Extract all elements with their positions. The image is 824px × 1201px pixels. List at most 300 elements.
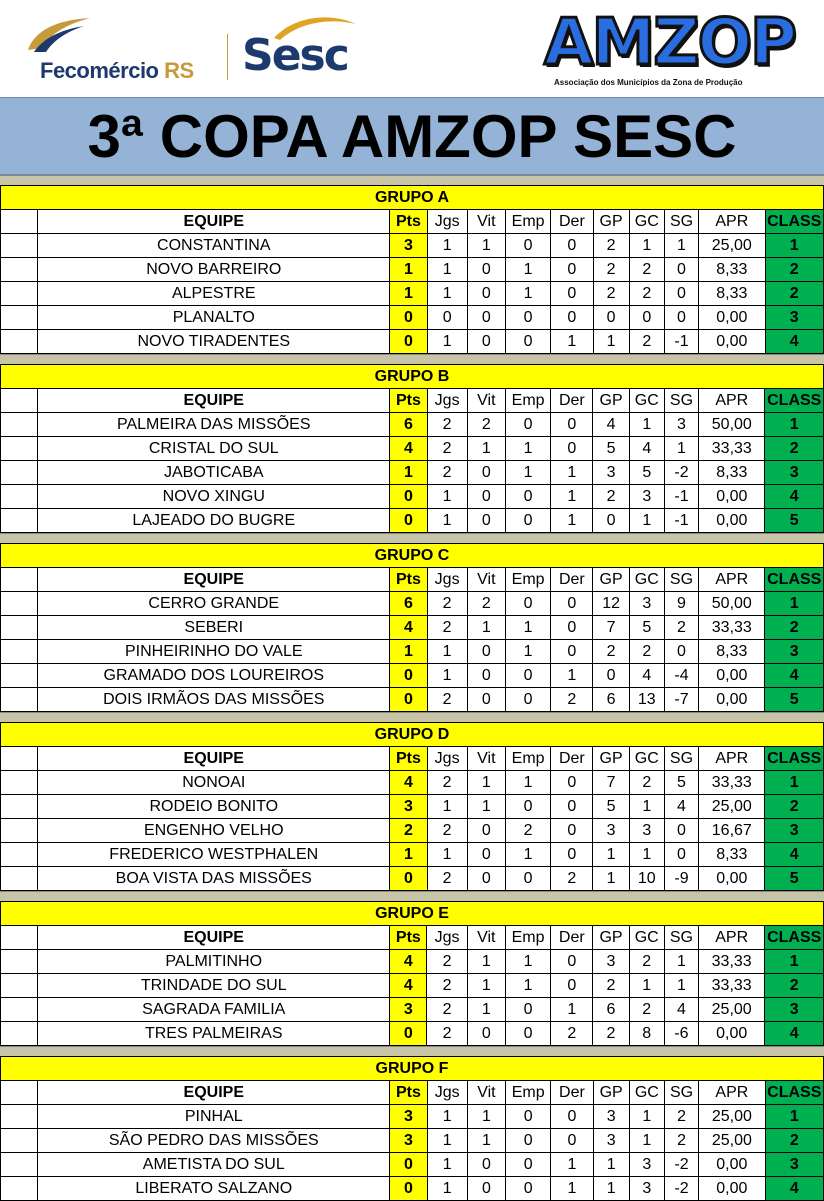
blank-cell	[1, 950, 38, 974]
blank-cell	[1, 843, 38, 867]
cell-pts: 6	[390, 592, 427, 616]
header-gp: GP	[593, 568, 629, 592]
table-row	[1, 592, 824, 616]
cell-sg: 0	[664, 282, 698, 306]
header-equipe: EQUIPE	[38, 389, 390, 413]
cell-vit: 0	[467, 1022, 505, 1046]
cell-jgs: 2	[427, 1022, 467, 1046]
cell-der: 0	[551, 1129, 593, 1153]
cell-cls: 3	[765, 306, 824, 330]
table-row	[1, 509, 824, 533]
header-emp: Emp	[505, 747, 550, 771]
team-name: TRES PALMEIRAS	[38, 1022, 390, 1046]
table-row	[1, 688, 824, 712]
group-separator	[0, 712, 824, 722]
cell-cls: 2	[765, 795, 824, 819]
cell-emp: 0	[505, 688, 550, 712]
cell-cls: 4	[765, 485, 824, 509]
cell-gp: 0	[593, 306, 629, 330]
cell-vit: 1	[467, 974, 505, 998]
header-jgs: Jgs	[427, 926, 467, 950]
table-row	[1, 616, 824, 640]
header-gc: GC	[629, 747, 664, 771]
cell-gp: 7	[593, 616, 629, 640]
cell-gp: 2	[593, 282, 629, 306]
cell-gc: 1	[629, 1129, 664, 1153]
header-sg: SG	[664, 747, 698, 771]
cell-vit: 1	[467, 1129, 505, 1153]
header-pts: Pts	[390, 210, 427, 234]
cell-pts: 0	[390, 509, 427, 533]
cell-gc: 2	[629, 771, 664, 795]
blank-cell	[1, 819, 38, 843]
cell-apr: 0,00	[699, 1153, 765, 1177]
cell-cls: 3	[765, 1153, 823, 1177]
blank-cell	[1, 1022, 38, 1046]
header-jgs: Jgs	[427, 747, 467, 771]
fecomercio-wing-icon	[24, 14, 94, 54]
cell-der: 1	[551, 330, 593, 354]
table-row	[1, 258, 824, 282]
header-gp: GP	[593, 1081, 629, 1105]
cell-vit: 0	[467, 509, 505, 533]
cell-apr: 25,00	[699, 1105, 765, 1129]
cell-sg: 0	[664, 258, 698, 282]
blank-cell	[1, 998, 38, 1022]
cell-jgs: 2	[427, 461, 467, 485]
cell-gc: 2	[629, 282, 664, 306]
header-gc: GC	[629, 568, 664, 592]
table-row	[1, 306, 824, 330]
cell-cls: 1	[765, 950, 824, 974]
group-title: GRUPO E	[1, 902, 824, 926]
column-header-row	[1, 568, 824, 592]
blank-cell	[1, 688, 38, 712]
cell-vit: 1	[467, 998, 505, 1022]
team-name: BOA VISTA DAS MISSÕES	[38, 867, 390, 891]
header-apr: APR	[699, 747, 765, 771]
cell-cls: 2	[765, 1129, 823, 1153]
cell-apr: 0,00	[699, 1177, 765, 1201]
group-title: GRUPO C	[1, 544, 824, 568]
cell-jgs: 1	[427, 843, 467, 867]
header-apr: APR	[699, 568, 765, 592]
cell-emp: 0	[506, 1129, 551, 1153]
cell-cls: 4	[765, 330, 824, 354]
cell-gp: 1	[593, 867, 629, 891]
cell-sg: 4	[664, 795, 698, 819]
cell-sg: 4	[664, 998, 698, 1022]
cell-gp: 3	[593, 950, 629, 974]
cell-sg: -2	[664, 461, 698, 485]
cell-vit: 0	[467, 330, 505, 354]
cell-gp: 3	[593, 1129, 629, 1153]
cell-pts: 0	[390, 330, 427, 354]
cell-sg: -6	[664, 1022, 698, 1046]
blank-cell	[1, 795, 38, 819]
team-name: CONSTANTINA	[38, 234, 390, 258]
blank-cell	[1, 461, 38, 485]
cell-gc: 3	[629, 819, 664, 843]
group-table	[0, 901, 824, 1046]
blank-cell	[1, 592, 38, 616]
header-gp: GP	[593, 389, 629, 413]
cell-emp: 0	[505, 485, 550, 509]
cell-der: 0	[551, 974, 593, 998]
header-apr: APR	[699, 1081, 765, 1105]
cell-der: 0	[551, 795, 593, 819]
group-separator	[0, 175, 824, 185]
cell-der: 0	[551, 616, 593, 640]
cell-jgs: 1	[427, 258, 467, 282]
cell-apr: 25,00	[699, 998, 765, 1022]
table-row	[1, 485, 824, 509]
cell-vit: 1	[467, 950, 505, 974]
cell-gc: 2	[629, 998, 664, 1022]
header-sg: SG	[664, 926, 698, 950]
cell-sg: -2	[664, 1177, 698, 1201]
cell-vit: 0	[467, 640, 505, 664]
cell-vit: 1	[467, 616, 505, 640]
header-class: CLASS	[765, 568, 824, 592]
cell-emp: 0	[506, 1153, 551, 1177]
cell-vit: 2	[467, 592, 505, 616]
cell-sg: 9	[664, 592, 698, 616]
cell-vit: 1	[467, 234, 505, 258]
cell-apr: 8,33	[699, 640, 765, 664]
table-row	[1, 998, 824, 1022]
blank-cell	[1, 640, 38, 664]
cell-gp: 5	[593, 795, 629, 819]
cell-sg: 1	[664, 950, 698, 974]
title-band	[0, 97, 824, 175]
blank-cell	[1, 485, 38, 509]
cell-apr: 50,00	[699, 592, 765, 616]
team-name: TRINDADE DO SUL	[38, 974, 390, 998]
amzop-logo	[544, 6, 795, 94]
team-name: SAGRADA FAMILIA	[38, 998, 390, 1022]
cell-vit: 0	[467, 306, 505, 330]
header-gp: GP	[593, 747, 629, 771]
cell-gc: 2	[629, 258, 664, 282]
cell-cls: 1	[765, 1105, 823, 1129]
cell-gc: 1	[629, 974, 664, 998]
header-class: CLASS	[765, 747, 824, 771]
cell-emp: 2	[505, 819, 550, 843]
team-name: LIBERATO SALZANO	[38, 1177, 390, 1201]
blank-cell	[1, 413, 38, 437]
cell-sg: -2	[664, 1153, 698, 1177]
cell-jgs: 0	[427, 306, 467, 330]
cell-vit: 1	[467, 437, 505, 461]
table-row	[1, 1105, 824, 1129]
cell-apr: 33,33	[699, 616, 765, 640]
cell-pts: 0	[390, 1177, 427, 1201]
cell-jgs: 2	[427, 413, 467, 437]
cell-gp: 6	[593, 998, 629, 1022]
cell-apr: 33,33	[699, 950, 765, 974]
cell-gp: 4	[593, 413, 629, 437]
cell-pts: 0	[390, 306, 427, 330]
cell-vit: 0	[467, 843, 505, 867]
cell-pts: 3	[390, 998, 427, 1022]
group-separator	[0, 891, 824, 901]
cell-jgs: 2	[427, 867, 467, 891]
blank-cell	[1, 1153, 38, 1177]
logo-divider	[227, 34, 228, 80]
cell-emp: 0	[505, 592, 550, 616]
blank-cell	[1, 437, 38, 461]
blank-cell	[1, 306, 38, 330]
group-title-row	[1, 1057, 824, 1081]
cell-der: 0	[551, 234, 593, 258]
table-row	[1, 234, 824, 258]
table-row	[1, 1153, 824, 1177]
group-table	[0, 1056, 824, 1201]
cell-gc: 1	[629, 795, 664, 819]
cell-gp: 1	[593, 843, 629, 867]
cell-vit: 0	[467, 258, 505, 282]
cell-jgs: 1	[427, 664, 467, 688]
cell-gp: 2	[593, 258, 629, 282]
header-der: Der	[551, 747, 593, 771]
cell-gc: 3	[629, 592, 664, 616]
blank-cell	[1, 234, 38, 258]
cell-gp: 1	[593, 1177, 629, 1201]
cell-pts: 1	[390, 461, 427, 485]
header-emp: Emp	[505, 926, 550, 950]
header-sg: SG	[664, 1081, 698, 1105]
cell-jgs: 2	[427, 437, 467, 461]
cell-jgs: 2	[427, 688, 467, 712]
cell-pts: 4	[390, 437, 427, 461]
cell-gp: 2	[593, 485, 629, 509]
cell-pts: 6	[390, 413, 427, 437]
cell-jgs: 2	[427, 998, 467, 1022]
column-header-row	[1, 1081, 824, 1105]
groups-container	[0, 175, 824, 1201]
header-gc: GC	[629, 1081, 664, 1105]
header-apr: APR	[699, 210, 765, 234]
column-header-row	[1, 926, 824, 950]
blank-cell	[1, 867, 38, 891]
cell-vit: 0	[467, 664, 505, 688]
team-name: LAJEADO DO BUGRE	[38, 509, 390, 533]
team-name: ALPESTRE	[38, 282, 390, 306]
header-emp: Emp	[505, 389, 550, 413]
cell-gc: 3	[629, 1177, 664, 1201]
cell-vit: 0	[467, 688, 505, 712]
cell-gp: 0	[593, 664, 629, 688]
header-sg: SG	[664, 389, 698, 413]
cell-cls: 1	[765, 771, 824, 795]
blank-cell	[1, 1105, 38, 1129]
cell-vit: 1	[467, 1105, 505, 1129]
cell-gp: 0	[593, 509, 629, 533]
header-emp: Emp	[505, 210, 550, 234]
cell-sg: -7	[664, 688, 698, 712]
group-table	[0, 722, 824, 891]
cell-apr: 0,00	[699, 688, 765, 712]
cell-cls: 5	[765, 688, 824, 712]
header-vit: Vit	[467, 1081, 505, 1105]
cell-der: 0	[551, 306, 593, 330]
team-name: GRAMADO DOS LOUREIROS	[38, 664, 390, 688]
team-name: ENGENHO VELHO	[38, 819, 390, 843]
header-vit: Vit	[467, 747, 505, 771]
cell-cls: 3	[765, 461, 824, 485]
table-row	[1, 413, 824, 437]
cell-der: 0	[551, 592, 593, 616]
cell-jgs: 1	[427, 1177, 467, 1201]
cell-gc: 3	[629, 485, 664, 509]
group-title: GRUPO F	[1, 1057, 824, 1081]
cell-gc: 1	[629, 1105, 664, 1129]
header-equipe: EQUIPE	[38, 568, 390, 592]
cell-gc: 1	[629, 413, 664, 437]
cell-jgs: 1	[427, 1153, 467, 1177]
cell-gp: 3	[593, 1105, 629, 1129]
cell-cls: 4	[765, 1022, 824, 1046]
cell-cls: 3	[765, 640, 824, 664]
cell-der: 0	[551, 640, 593, 664]
cell-gc: 13	[629, 688, 664, 712]
cell-pts: 1	[390, 258, 427, 282]
cell-pts: 0	[390, 867, 427, 891]
cell-cls: 1	[765, 234, 824, 258]
cell-apr: 0,00	[699, 1022, 765, 1046]
cell-cls: 4	[765, 843, 824, 867]
cell-pts: 4	[390, 616, 427, 640]
cell-cls: 2	[765, 974, 824, 998]
amzop-wordmark: AMZOP	[544, 6, 795, 80]
header-equipe: EQUIPE	[38, 1081, 390, 1105]
cell-emp: 1	[505, 974, 550, 998]
cell-der: 0	[551, 413, 593, 437]
sesc-wordmark: Sesc	[242, 30, 348, 81]
cell-emp: 0	[505, 998, 550, 1022]
cell-gc: 8	[629, 1022, 664, 1046]
cell-apr: 0,00	[699, 330, 765, 354]
blank-cell	[1, 330, 38, 354]
cell-emp: 0	[506, 1177, 551, 1201]
header-gc: GC	[629, 210, 664, 234]
cell-emp: 1	[505, 843, 550, 867]
cell-apr: 0,00	[699, 485, 765, 509]
header-vit: Vit	[467, 926, 505, 950]
cell-sg: 1	[664, 437, 698, 461]
cell-gp: 2	[593, 1022, 629, 1046]
cell-sg: 5	[664, 771, 698, 795]
table-row	[1, 974, 824, 998]
cell-gc: 0	[629, 306, 664, 330]
cell-der: 0	[551, 437, 593, 461]
team-name: SÃO PEDRO DAS MISSÕES	[38, 1129, 390, 1153]
team-name: SEBERI	[38, 616, 390, 640]
cell-der: 0	[551, 843, 593, 867]
cell-emp: 1	[505, 771, 550, 795]
cell-emp: 1	[505, 950, 550, 974]
cell-jgs: 2	[427, 616, 467, 640]
cell-der: 1	[551, 461, 593, 485]
header-class: CLASS	[765, 210, 824, 234]
cell-emp: 1	[505, 282, 550, 306]
header-pts: Pts	[390, 389, 427, 413]
cell-der: 0	[551, 282, 593, 306]
cell-gp: 3	[593, 819, 629, 843]
cell-apr: 33,33	[699, 771, 765, 795]
blank-cell	[1, 664, 38, 688]
cell-sg: -1	[664, 485, 698, 509]
cell-gc: 1	[629, 234, 664, 258]
blank-cell	[1, 771, 38, 795]
header-sg: SG	[664, 568, 698, 592]
cell-apr: 0,00	[699, 867, 765, 891]
team-name: NONOAI	[38, 771, 390, 795]
cell-cls: 3	[765, 819, 824, 843]
cell-gc: 5	[629, 461, 664, 485]
cell-sg: 2	[664, 616, 698, 640]
cell-gp: 1	[593, 1153, 629, 1177]
cell-apr: 0,00	[699, 664, 765, 688]
cell-emp: 0	[505, 509, 550, 533]
header-class: CLASS	[765, 389, 824, 413]
cell-vit: 0	[467, 461, 505, 485]
header-jgs: Jgs	[427, 210, 467, 234]
cell-gc: 10	[629, 867, 664, 891]
team-name: DOIS IRMÃOS DAS MISSÕES	[38, 688, 390, 712]
cell-emp: 0	[506, 1105, 551, 1129]
fecomercio-rs: RS	[164, 58, 194, 83]
group-title-row	[1, 186, 824, 210]
cell-gc: 1	[629, 509, 664, 533]
header-emp: Emp	[505, 568, 550, 592]
page-header	[0, 0, 824, 97]
group-table	[0, 185, 824, 354]
cell-gc: 1	[629, 843, 664, 867]
cell-vit: 0	[467, 282, 505, 306]
header-class: CLASS	[765, 1081, 823, 1105]
table-row	[1, 1022, 824, 1046]
group-title-row	[1, 365, 824, 389]
cell-sg: 0	[664, 819, 698, 843]
cell-gp: 12	[593, 592, 629, 616]
cell-jgs: 2	[427, 950, 467, 974]
cell-apr: 8,33	[699, 258, 765, 282]
header-der: Der	[551, 389, 593, 413]
cell-jgs: 2	[427, 974, 467, 998]
blank-cell	[1, 389, 38, 413]
table-row	[1, 1177, 824, 1201]
cell-gc: 4	[629, 437, 664, 461]
header-equipe: EQUIPE	[38, 747, 390, 771]
header-equipe: EQUIPE	[38, 926, 390, 950]
cell-der: 2	[551, 1022, 593, 1046]
cell-vit: 0	[467, 819, 505, 843]
cell-apr: 8,33	[699, 843, 765, 867]
cell-sg: 1	[664, 974, 698, 998]
cell-der: 2	[551, 688, 593, 712]
cell-vit: 0	[467, 867, 505, 891]
cell-apr: 25,00	[699, 1129, 765, 1153]
cell-apr: 0,00	[699, 509, 765, 533]
cell-pts: 3	[390, 234, 427, 258]
cell-cls: 3	[765, 998, 824, 1022]
header-pts: Pts	[390, 747, 427, 771]
blank-cell	[1, 974, 38, 998]
cell-apr: 33,33	[699, 974, 765, 998]
cell-emp: 0	[505, 664, 550, 688]
